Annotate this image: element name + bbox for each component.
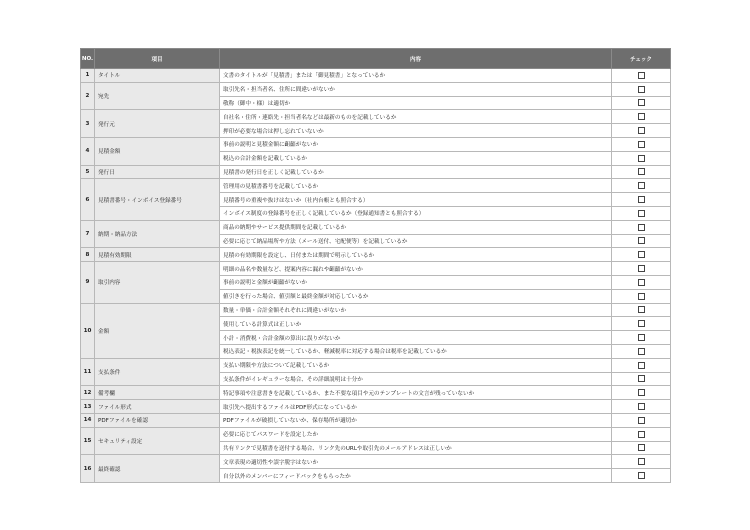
content-text: 必要に応じてパスワードを設定したか <box>220 427 612 441</box>
check-cell <box>612 193 671 207</box>
check-cell <box>612 165 671 179</box>
checkbox[interactable] <box>638 99 645 106</box>
table-row <box>81 427 671 441</box>
check-cell <box>612 234 671 248</box>
row-number: 12 <box>81 386 95 400</box>
checkbox[interactable] <box>638 251 645 258</box>
content-text: 文書のタイトルが「見積書」または「御見積書」となっているか <box>220 69 612 83</box>
check-cell <box>612 455 671 469</box>
row-number: 2 <box>81 82 95 110</box>
check-cell <box>612 344 671 358</box>
checkbox[interactable] <box>638 155 645 162</box>
content-text: 共有リンクで見積書を送付する場合、リンク先のURLや取引先のメールアドレスは正しいか <box>220 441 612 455</box>
checkbox[interactable] <box>638 224 645 231</box>
checkbox[interactable] <box>638 444 645 451</box>
row-number: 5 <box>81 165 95 179</box>
checkbox[interactable] <box>638 141 645 148</box>
checkbox[interactable] <box>638 334 645 341</box>
check-cell <box>612 372 671 386</box>
table-row <box>81 262 671 276</box>
item-label: 見積金額 <box>95 137 220 165</box>
content-text: 管理用の見積書番号を記載しているか <box>220 179 612 193</box>
check-cell <box>612 289 671 303</box>
check-cell <box>612 303 671 317</box>
checkbox[interactable] <box>638 279 645 286</box>
header-content: 内容 <box>220 49 612 69</box>
checkbox[interactable] <box>638 196 645 203</box>
content-text: 特記事項や注意書きを記載しているか、また不要な項目や元のテンプレートの文言が残っていないか <box>220 386 612 400</box>
header-item: 項目 <box>95 49 220 69</box>
item-label: 取引内容 <box>95 262 220 303</box>
check-cell <box>612 400 671 414</box>
table-row <box>81 110 671 124</box>
check-cell <box>612 469 671 483</box>
content-text: 使用している計算式は正しいか <box>220 317 612 331</box>
table-row <box>81 413 671 427</box>
content-text: 取引先名・担当者名、住所に間違いがないか <box>220 82 612 96</box>
content-text: 支払い期限や方法について記載しているか <box>220 358 612 372</box>
content-text: 押印が必要な場合は押し忘れていないか <box>220 124 612 138</box>
content-text: 敬称（御中・様）は適切か <box>220 96 612 110</box>
check-cell <box>612 96 671 110</box>
check-cell <box>612 110 671 124</box>
item-label: ファイル形式 <box>95 400 220 414</box>
item-label: 見積有効期限 <box>95 248 220 262</box>
check-cell <box>612 151 671 165</box>
item-label: 発行元 <box>95 110 220 138</box>
checkbox[interactable] <box>638 86 645 93</box>
content-text: 文章表現の適切性や誤字脱字はないか <box>220 455 612 469</box>
table-row <box>81 220 671 234</box>
checkbox[interactable] <box>638 293 645 300</box>
content-text: 見積の有効期限を設定し、日付または期間で明示しているか <box>220 248 612 262</box>
checkbox[interactable] <box>638 458 645 465</box>
content-text: 小計・消費税・合計金額の算出に誤りがないか <box>220 331 612 345</box>
row-number: 11 <box>81 358 95 386</box>
content-text: PDFファイルが破損していないか、保存場所が適切か <box>220 413 612 427</box>
row-number: 4 <box>81 137 95 165</box>
item-label: 発行日 <box>95 165 220 179</box>
table-row <box>81 400 671 414</box>
content-text: 支払条件がイレギュラーな場合、その詳細説明は十分か <box>220 372 612 386</box>
checkbox[interactable] <box>638 320 645 327</box>
row-number: 15 <box>81 427 95 455</box>
row-number: 13 <box>81 400 95 414</box>
table-row <box>81 137 671 151</box>
header-no: NO. <box>81 49 95 69</box>
check-cell <box>612 331 671 345</box>
checkbox[interactable] <box>638 389 645 396</box>
row-number: 7 <box>81 220 95 248</box>
row-number: 6 <box>81 179 95 220</box>
content-text: インボイス制度の登録番号を正しく記載しているか（登録通知書とも照合する） <box>220 206 612 220</box>
check-cell <box>612 206 671 220</box>
checkbox[interactable] <box>638 182 645 189</box>
content-text: 取引先へ提出するファイルはPDF形式になっているか <box>220 400 612 414</box>
header-check: チェック <box>612 49 671 69</box>
content-text: 税込表記・税抜表記を統一しているか、軽減税率に対応する場合は税率を記載しているか <box>220 344 612 358</box>
checkbox[interactable] <box>638 210 645 217</box>
item-label: 宛先 <box>95 82 220 110</box>
row-number: 1 <box>81 69 95 83</box>
table-row <box>81 455 671 469</box>
checkbox[interactable] <box>638 348 645 355</box>
check-cell <box>612 413 671 427</box>
checkbox[interactable] <box>638 306 645 313</box>
content-text: 見積番号の重複や抜けはないか（社内台帳とも照合する） <box>220 193 612 207</box>
content-text: 自社名・住所・連絡先・担当者名などは最新のものを記載しているか <box>220 110 612 124</box>
checkbox[interactable] <box>638 417 645 424</box>
checkbox[interactable] <box>638 127 645 134</box>
row-number: 10 <box>81 303 95 358</box>
item-label: タイトル <box>95 69 220 83</box>
item-label: 備考欄 <box>95 386 220 400</box>
table-header-row <box>81 49 671 69</box>
table-row <box>81 303 671 317</box>
checkbox[interactable] <box>638 403 645 410</box>
checkbox[interactable] <box>638 375 645 382</box>
row-number: 9 <box>81 262 95 303</box>
row-number: 8 <box>81 248 95 262</box>
row-number: 3 <box>81 110 95 138</box>
content-text: 見積書の発行日を正しく記載しているか <box>220 165 612 179</box>
checkbox[interactable] <box>638 431 645 438</box>
check-cell <box>612 275 671 289</box>
item-label: PDFファイルを確認 <box>95 413 220 427</box>
checklist-body <box>81 69 671 483</box>
row-number: 16 <box>81 455 95 483</box>
checklist-table <box>80 48 671 483</box>
check-cell <box>612 82 671 96</box>
table-row <box>81 248 671 262</box>
checkbox[interactable] <box>638 265 645 272</box>
content-text: 商品の納期やサービス提供期間を記載しているか <box>220 220 612 234</box>
content-text: 明細の品名や数量など、提案内容に漏れや齟齬がないか <box>220 262 612 276</box>
item-label: 金額 <box>95 303 220 358</box>
checkbox[interactable] <box>638 237 645 244</box>
checkbox[interactable] <box>638 362 645 369</box>
checkbox[interactable] <box>638 168 645 175</box>
table-row <box>81 358 671 372</box>
item-label: セキュリティ設定 <box>95 427 220 455</box>
check-cell <box>612 179 671 193</box>
content-text: 必要に応じて納品場所や方法（メール送付、宅配便等）を記載しているか <box>220 234 612 248</box>
content-text: 事前の説明と金額が齟齬がないか <box>220 275 612 289</box>
check-cell <box>612 427 671 441</box>
table-row <box>81 386 671 400</box>
content-text: 税込の合計金額を記載しているか <box>220 151 612 165</box>
table-row <box>81 179 671 193</box>
item-label: 見積書番号・インボイス登録番号 <box>95 179 220 220</box>
table-row <box>81 69 671 83</box>
item-label: 納期・納品方法 <box>95 220 220 248</box>
check-cell <box>612 248 671 262</box>
check-cell <box>612 124 671 138</box>
content-text: 数量・単価・合計金額それぞれに間違いがないか <box>220 303 612 317</box>
check-cell <box>612 262 671 276</box>
table-row <box>81 165 671 179</box>
content-text: 自分以外のメンバーにフィードバックをもらったか <box>220 469 612 483</box>
check-cell <box>612 386 671 400</box>
checkbox[interactable] <box>638 472 645 479</box>
checkbox[interactable] <box>638 72 645 79</box>
checklist-sheet <box>80 48 670 483</box>
check-cell <box>612 69 671 83</box>
row-number: 14 <box>81 413 95 427</box>
item-label: 支払条件 <box>95 358 220 386</box>
check-cell <box>612 358 671 372</box>
check-cell <box>612 137 671 151</box>
checkbox[interactable] <box>638 113 645 120</box>
table-row <box>81 82 671 96</box>
content-text: 事前の説明と見積金額に齟齬がないか <box>220 137 612 151</box>
check-cell <box>612 317 671 331</box>
item-label: 最終確認 <box>95 455 220 483</box>
check-cell <box>612 441 671 455</box>
check-cell <box>612 220 671 234</box>
content-text: 値引きを行った場合、値引額と最終金額が対応しているか <box>220 289 612 303</box>
